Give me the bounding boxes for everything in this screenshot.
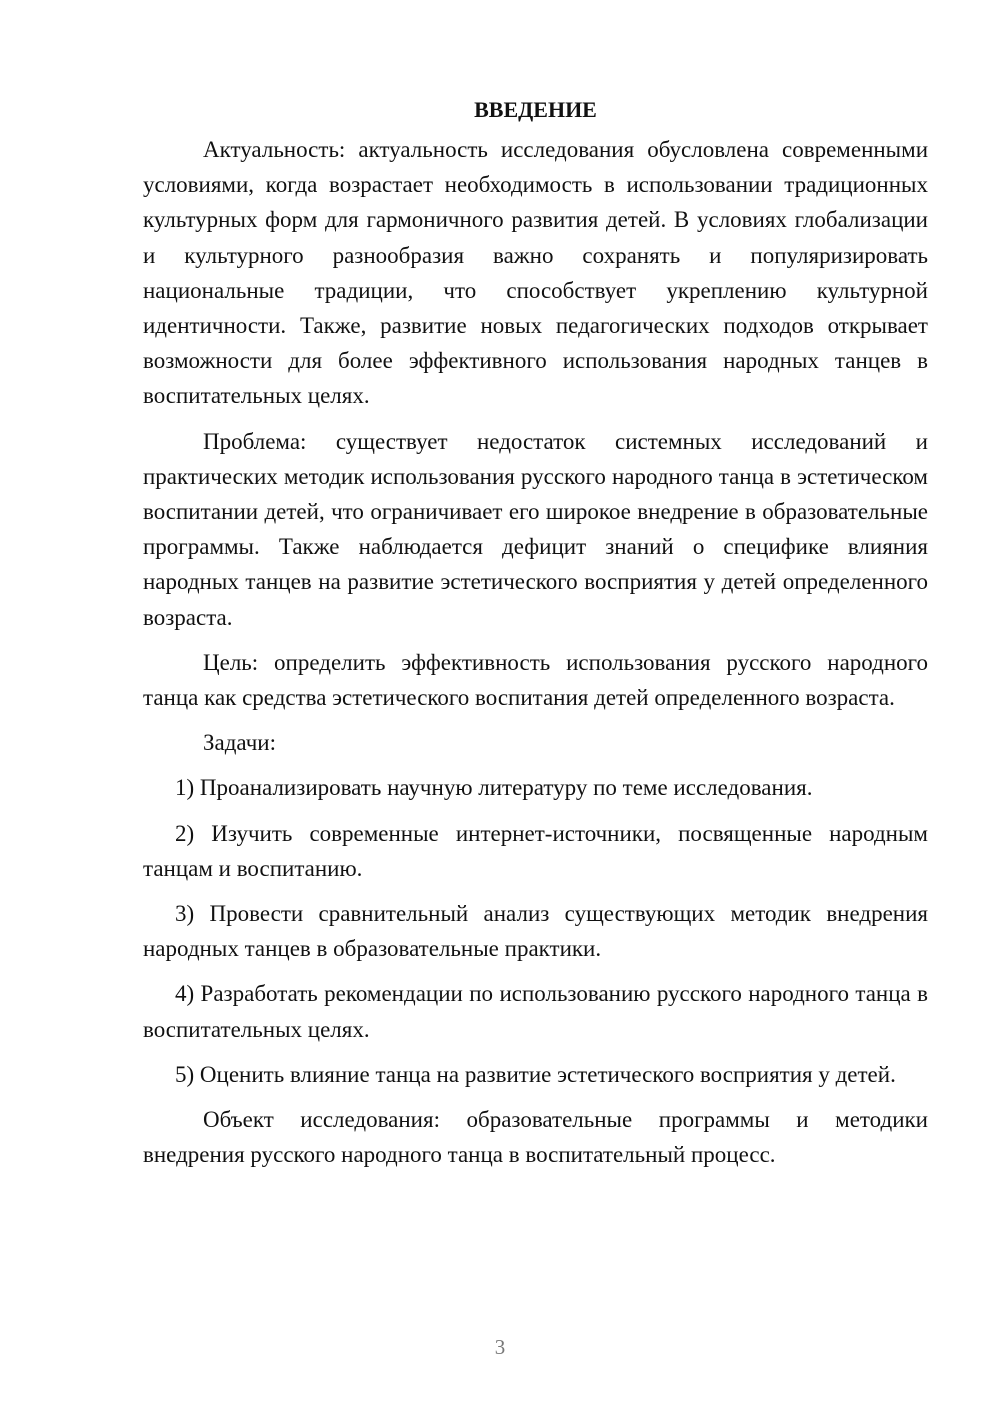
problem-paragraph: Проблема: существует недостаток системных исследований и практических методик использования русского народного танца в эстетическом воспитании детей, что ограничивает его широкое внедрение в образовательные программы. Также наблюдается дефицит знаний о специфике влияния народных танцев на развитие эстетического восприятия у детей определенного возраста.: [143, 428, 928, 630]
task-item: 5) Оценить влияние танца на развитие эстетического восприятия у детей.: [175, 1061, 896, 1087]
object-paragraph: Объект исследования: образовательные программы и методики внедрения русского народного танца в воспитательный процесс.: [143, 1107, 928, 1168]
relevance-paragraph: Актуальность: актуальность исследования обусловлена современными условиями, когда возрастает необходимость в использовании традиционных культурных форм для гармоничного развития детей. В условиях глобализации и культурного разнообразия важно сохранять и популяризировать национальные традиции, что способствует укреплению культурной идентичности. Также, развитие новых педагогических подходов открывает возможности для более эффективного использования народных танцев в воспитательных целях.: [143, 137, 928, 409]
goal-paragraph: Цель: определить эффективность использования русского народного танца как средства эстетического воспитания детей определенного возраста.: [143, 649, 928, 711]
task-item: 3) Провести сравнительный анализ существующих методик внедрения народных танцев в образовательные практики.: [143, 901, 928, 962]
task-item: 2) Изучить современные интернет-источники, посвященные народным танцам и воспитанию.: [143, 820, 928, 881]
task-item: 1) Проанализировать научную литературу по теме исследования.: [175, 775, 813, 801]
task-item: 4) Разработать рекомендации по использованию русского народного танца в воспитательных целях.: [143, 981, 928, 1042]
page-title: ВВЕДЕНИЕ: [474, 97, 597, 122]
tasks-heading: Задачи:: [203, 730, 276, 756]
page-number: 3: [494, 1335, 506, 1359]
page-content: [143, 94, 928, 1172]
